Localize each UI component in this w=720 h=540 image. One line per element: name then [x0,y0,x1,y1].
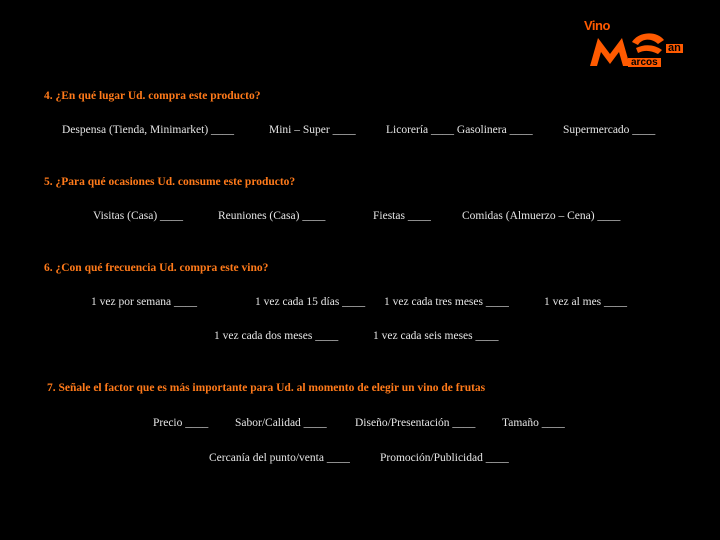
q7-option-sabor-calidad[interactable]: Sabor/Calidad ____ [235,417,327,429]
brand-logo [580,14,700,74]
q6-option-15-dias[interactable]: 1 vez cada 15 días ____ [255,296,366,308]
question-7-title: 7. Señale el factor que es más importante para Ud. al momento de elegir un vino de frutas [47,382,486,394]
q7-option-promocion[interactable]: Promoción/Publicidad ____ [380,452,509,464]
q7-option-precio[interactable]: Precio ____ [153,417,209,429]
q5-option-comidas[interactable]: Comidas (Almuerzo – Cena) ____ [462,210,621,222]
q4-option-minisuper[interactable]: Mini – Super ____ [269,124,356,136]
question-5-title: 5. ¿Para qué ocasiones Ud. consume este producto? [44,176,296,188]
q6-option-seis-meses[interactable]: 1 vez cada seis meses ____ [373,330,499,342]
q6-option-al-mes[interactable]: 1 vez al mes ____ [544,296,628,308]
logo-text-arcos: arcos [628,58,661,67]
question-4-title: 4. ¿En qué lugar Ud. compra este producto? [44,90,261,102]
q5-option-fiestas[interactable]: Fiestas ____ [373,210,431,222]
q6-option-semana[interactable]: 1 vez por semana ____ [91,296,198,308]
q7-option-tamano[interactable]: Tamaño ____ [502,417,565,429]
q6-option-tres-meses[interactable]: 1 vez cada tres meses ____ [384,296,509,308]
q4-option-licoreria-gasolinera[interactable]: Licorería ____ Gasolinera ____ [386,124,533,136]
q6-option-dos-meses[interactable]: 1 vez cada dos meses ____ [214,330,339,342]
q4-option-supermercado[interactable]: Supermercado ____ [563,124,656,136]
logo-text-vino: Vino [584,18,610,33]
q4-option-despensa[interactable]: Despensa (Tienda, Minimarket) ____ [62,124,235,136]
q7-option-cercania[interactable]: Cercanía del punto/venta ____ [209,452,350,464]
logo-text-an: an [668,42,681,54]
question-6-title: 6. ¿Con qué frecuencia Ud. compra este vino? [44,262,269,274]
q7-option-diseno-presentacion[interactable]: Diseño/Presentación ____ [355,417,476,429]
q5-option-visitas[interactable]: Visitas (Casa) ____ [93,210,184,222]
q5-option-reuniones[interactable]: Reuniones (Casa) ____ [218,210,326,222]
